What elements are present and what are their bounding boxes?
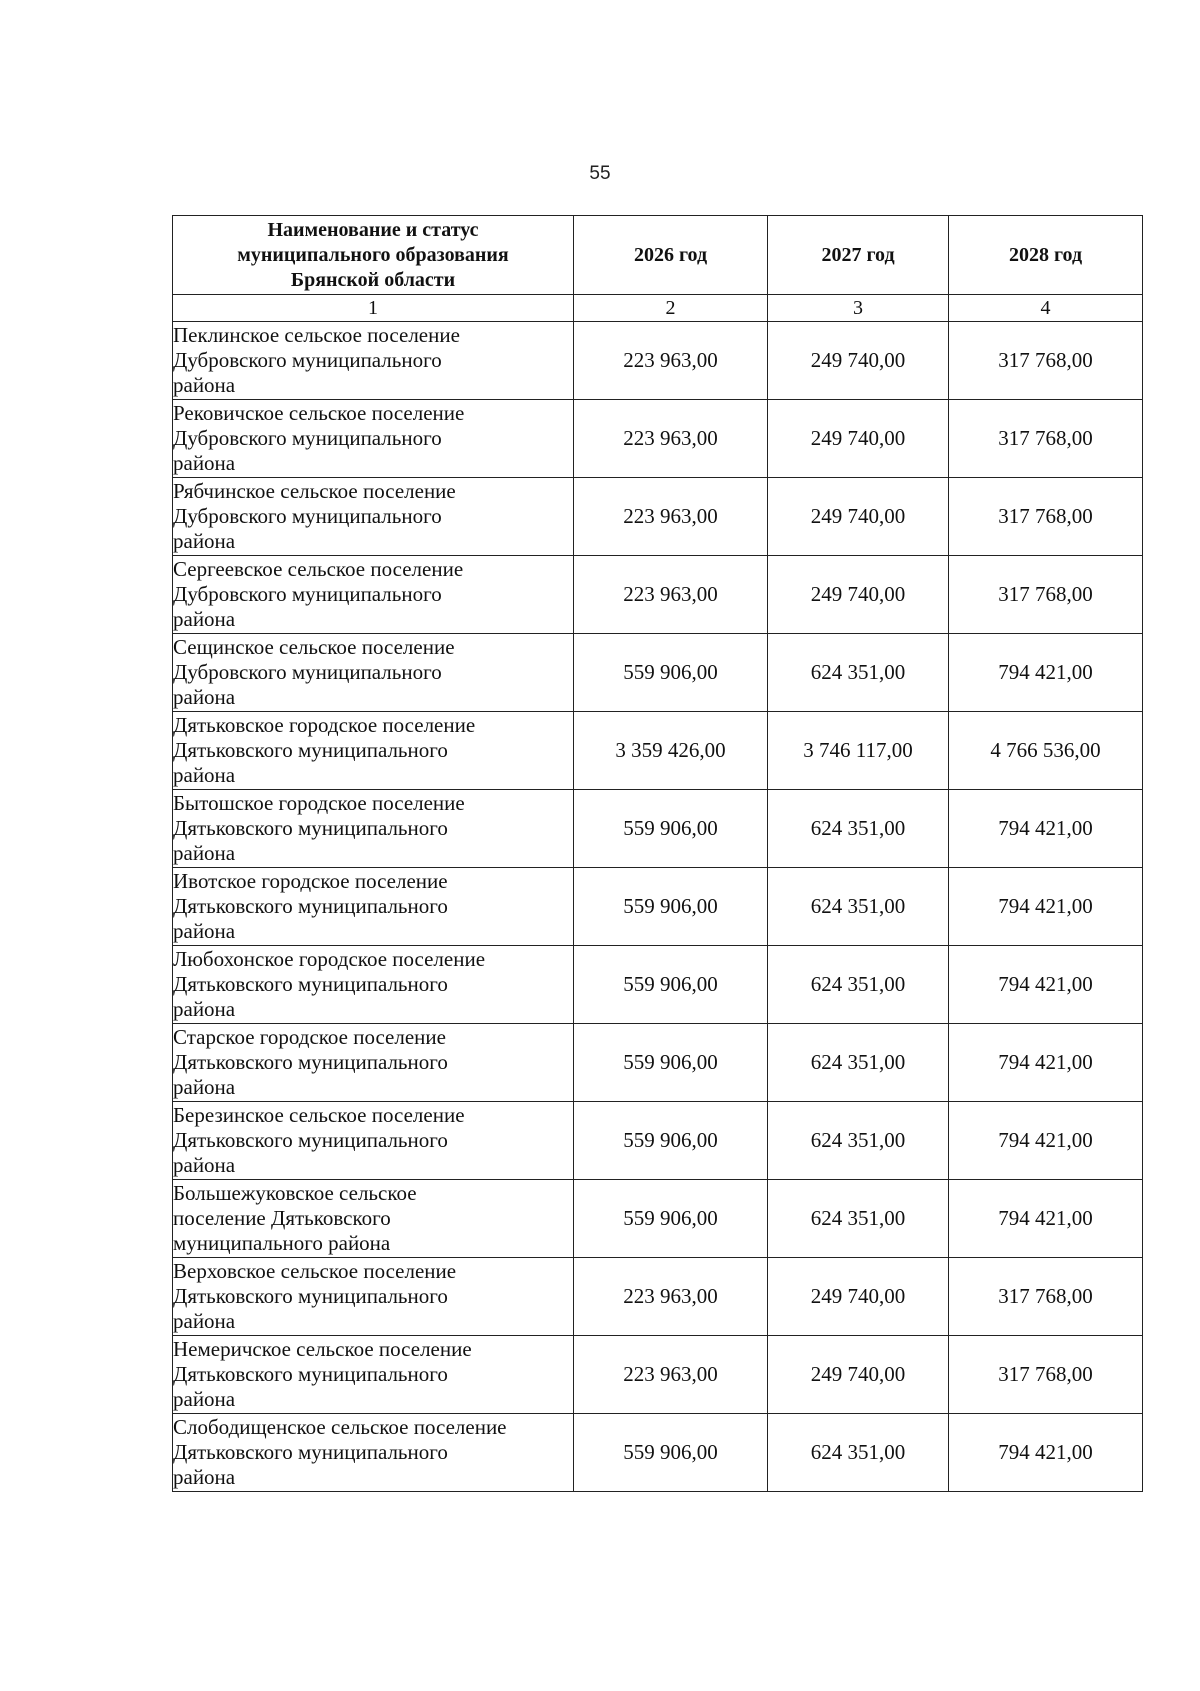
settlement-name-line: района	[173, 841, 236, 865]
settlement-name-cell	[173, 946, 574, 1024]
value-2027: 624 351,00	[768, 1102, 949, 1180]
value-2026: 559 906,00	[574, 868, 768, 946]
settlement-name-cell	[173, 1414, 574, 1492]
table-row	[173, 946, 1143, 1024]
settlement-name-cell	[173, 1180, 574, 1258]
table-row	[173, 712, 1143, 790]
settlement-name-line: Дятьковского муниципального	[173, 1050, 448, 1074]
table-row	[173, 556, 1143, 634]
settlement-name-line: Дятьковского муниципального	[173, 1128, 448, 1152]
settlement-name-line: Верховское сельское поселение	[173, 1259, 457, 1283]
settlement-name-line: района	[173, 1465, 236, 1489]
page-number: 55	[589, 163, 611, 184]
value-2026: 223 963,00	[574, 400, 768, 478]
settlement-name-line: Слободищенское сельское поселение	[173, 1415, 507, 1439]
value-2027: 624 351,00	[768, 1180, 949, 1258]
settlement-name-cell	[173, 790, 574, 868]
column-number: 4	[949, 295, 1143, 322]
value-2028: 794 421,00	[949, 868, 1143, 946]
header-name	[173, 216, 574, 295]
header-name-line: Наименование и статус	[267, 218, 479, 241]
table-row	[173, 634, 1143, 712]
settlement-name-cell	[173, 400, 574, 478]
value-2026: 3 359 426,00	[574, 712, 768, 790]
value-2026: 559 906,00	[574, 1414, 768, 1492]
value-2026: 223 963,00	[574, 1258, 768, 1336]
settlement-name-line: района	[173, 1153, 236, 1177]
settlement-name-line: Сещинское сельское поселение	[173, 635, 455, 659]
table-row	[173, 1024, 1143, 1102]
table-row	[173, 1180, 1143, 1258]
settlement-name-line: района	[173, 1309, 236, 1333]
value-2028: 317 768,00	[949, 1258, 1143, 1336]
settlement-name-line: Дятьковского муниципального	[173, 1440, 448, 1464]
table-row	[173, 1258, 1143, 1336]
value-2027: 249 740,00	[768, 478, 949, 556]
settlement-name-line: района	[173, 919, 236, 943]
value-2026: 223 963,00	[574, 1336, 768, 1414]
settlement-name-line: Дятьковского муниципального	[173, 738, 448, 762]
value-2026: 559 906,00	[574, 1102, 768, 1180]
value-2026: 559 906,00	[574, 946, 768, 1024]
value-2027: 249 740,00	[768, 556, 949, 634]
settlement-name-line: Любохонское городское поселение	[173, 947, 486, 971]
settlement-name-line: Пеклинское сельское поселение	[173, 323, 460, 347]
settlement-name-cell	[173, 1336, 574, 1414]
value-2028: 317 768,00	[949, 478, 1143, 556]
settlement-name-line: района	[173, 997, 236, 1021]
column-number: 3	[768, 295, 949, 322]
settlement-name-line: Дятьковского муниципального	[173, 1284, 448, 1308]
table-row	[173, 400, 1143, 478]
settlement-name-cell	[173, 1102, 574, 1180]
table-row	[173, 1336, 1143, 1414]
settlement-name-line: Дубровского муниципального	[173, 348, 442, 372]
settlement-name-line: Дятьковского муниципального	[173, 972, 448, 996]
table-row	[173, 478, 1143, 556]
settlement-name-line: Большежуковское сельское	[173, 1181, 417, 1205]
settlement-name-line: района	[173, 685, 236, 709]
value-2027: 3 746 117,00	[768, 712, 949, 790]
value-2027: 624 351,00	[768, 868, 949, 946]
settlement-name-line: Сергеевское сельское поселение	[173, 557, 464, 581]
settlement-name-line: Рябчинское сельское поселение	[173, 479, 456, 503]
table-row	[173, 322, 1143, 400]
settlement-name-cell	[173, 1258, 574, 1336]
header-name-line: муниципального образования	[237, 243, 509, 266]
settlement-name-cell	[173, 556, 574, 634]
settlement-name-line: муниципального района	[173, 1231, 391, 1255]
header-year-2028: 2028 год	[949, 216, 1143, 295]
value-2027: 624 351,00	[768, 1024, 949, 1102]
value-2026: 223 963,00	[574, 478, 768, 556]
value-2028: 317 768,00	[949, 322, 1143, 400]
value-2028: 794 421,00	[949, 946, 1143, 1024]
settlement-name-cell	[173, 322, 574, 400]
value-2028: 4 766 536,00	[949, 712, 1143, 790]
value-2028: 317 768,00	[949, 556, 1143, 634]
settlement-name-line: Немеричское сельское поселение	[173, 1337, 472, 1361]
settlement-name-line: района	[173, 373, 236, 397]
table-row	[173, 868, 1143, 946]
settlement-name-cell	[173, 868, 574, 946]
value-2028: 794 421,00	[949, 634, 1143, 712]
value-2026: 223 963,00	[574, 322, 768, 400]
table-header	[173, 216, 1143, 322]
settlement-name-line: района	[173, 607, 236, 631]
value-2027: 249 740,00	[768, 322, 949, 400]
value-2026: 559 906,00	[574, 790, 768, 868]
value-2028: 317 768,00	[949, 400, 1143, 478]
value-2026: 559 906,00	[574, 1024, 768, 1102]
settlement-name-line: Ивотское городское поселение	[173, 869, 448, 893]
settlement-name-line: района	[173, 763, 236, 787]
value-2027: 624 351,00	[768, 1414, 949, 1492]
value-2028: 317 768,00	[949, 1336, 1143, 1414]
column-number-row	[173, 295, 1143, 322]
table-row	[173, 790, 1143, 868]
settlement-name-line: Рековичское сельское поселение	[173, 401, 465, 425]
settlement-name-cell	[173, 712, 574, 790]
value-2027: 249 740,00	[768, 400, 949, 478]
value-2028: 794 421,00	[949, 1180, 1143, 1258]
value-2026: 223 963,00	[574, 556, 768, 634]
column-number: 2	[574, 295, 768, 322]
settlement-name-line: Дятьковское городское поселение	[173, 713, 476, 737]
table-row	[173, 1102, 1143, 1180]
value-2028: 794 421,00	[949, 1024, 1143, 1102]
settlement-name-cell	[173, 1024, 574, 1102]
table-row	[173, 1414, 1143, 1492]
value-2026: 559 906,00	[574, 634, 768, 712]
settlement-name-line: Дубровского муниципального	[173, 504, 442, 528]
value-2028: 794 421,00	[949, 1414, 1143, 1492]
value-2028: 794 421,00	[949, 1102, 1143, 1180]
settlement-name-line: поселение Дятьковского	[173, 1206, 391, 1230]
value-2028: 794 421,00	[949, 790, 1143, 868]
budget-table	[172, 215, 1143, 1492]
settlement-name-line: района	[173, 451, 236, 475]
settlement-name-line: Дубровского муниципального	[173, 426, 442, 450]
settlement-name-line: Дятьковского муниципального	[173, 816, 448, 840]
header-row	[173, 216, 1143, 295]
header-name-line: Брянской области	[290, 268, 456, 291]
settlement-name-line: Бытошское городское поселение	[173, 791, 465, 815]
value-2027: 249 740,00	[768, 1336, 949, 1414]
header-year-2026: 2026 год	[574, 216, 768, 295]
settlement-name-cell	[173, 478, 574, 556]
value-2026: 559 906,00	[574, 1180, 768, 1258]
settlement-name-line: Березинское сельское поселение	[173, 1103, 465, 1127]
value-2027: 249 740,00	[768, 1258, 949, 1336]
settlement-name-line: района	[173, 1387, 236, 1411]
settlement-name-line: района	[173, 529, 236, 553]
settlement-name-line: Дубровского муниципального	[173, 582, 442, 606]
header-year-2027: 2027 год	[768, 216, 949, 295]
settlement-name-line: Дубровского муниципального	[173, 660, 442, 684]
value-2027: 624 351,00	[768, 946, 949, 1024]
column-number: 1	[173, 295, 574, 322]
settlement-name-line: Старское городское поселение	[173, 1025, 446, 1049]
settlement-name-line: Дятьковского муниципального	[173, 894, 448, 918]
settlement-name-cell	[173, 634, 574, 712]
value-2027: 624 351,00	[768, 634, 949, 712]
table-body	[173, 322, 1143, 1492]
settlement-name-line: Дятьковского муниципального	[173, 1362, 448, 1386]
value-2027: 624 351,00	[768, 790, 949, 868]
settlement-name-line: района	[173, 1075, 236, 1099]
